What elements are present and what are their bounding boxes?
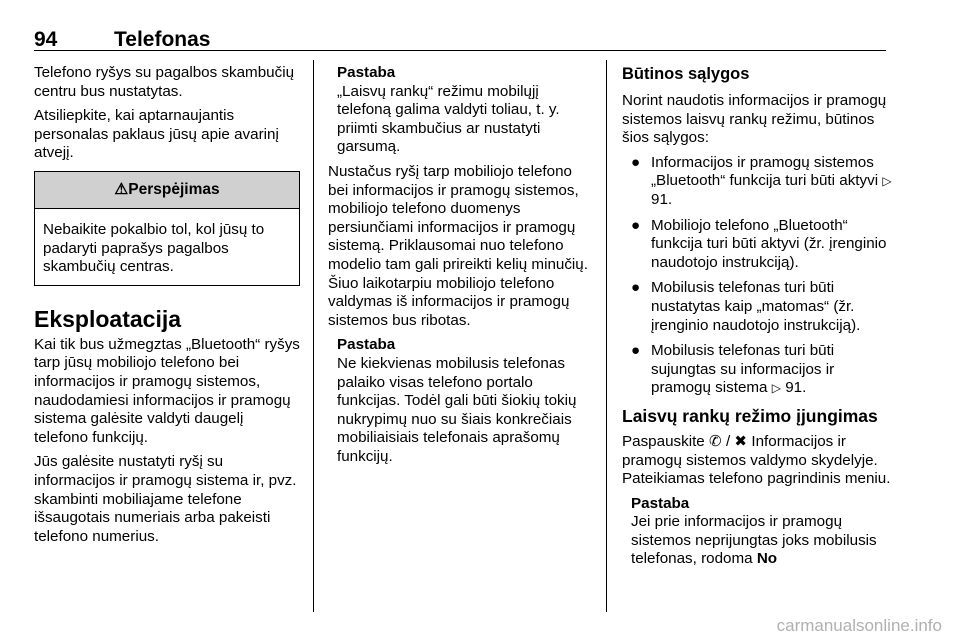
paragraph: Nustačus ryšį tarp mobiliojo telefono bei informacijos ir pramogų sistemos, mobiliojo telefono duomenys persiunčiami informacijos ir pramogų sistemą. Priklausomai nuo telefono modelio tam gali prireikti kelių minučių. Šiuo laikotarpiu mobiliojo telefono valdymas iš informacijos ir pramogų sistemos bus ribotas. [328,162,588,329]
note-text: Ne kiekvienas mobilusis telefonas palaiko visas telefono portalo funkcijas. Todėl gali būti šiokių tokių nukrypimų nuo su šiais konkrečiais mobiliaisiais telefonais aprašomų funkcijų. [337,354,577,465]
column-divider [313,60,314,612]
separator: / [725,432,731,450]
list-item [622,154,892,210]
list-item-text: Mobiliojo telefono „Bluetooth“ funkcija turi būti aktyvi (žr. įrenginio naudotojo instrukciją). [651,216,887,271]
paragraph: Jūs galėsite nustatyti ryšį su informacijos ir pramogų sistema ir, pvz. skambinti mobiliajame telefone išsaugotais numeriais arba pakeisti telefono numerius. [34,453,297,545]
warning-text: Nebaikite pokalbio tol, kol jūsų to padaryti paprašys pagalbos skambučių centras. [43,220,265,276]
list-item-text: Informacijos ir pramogų sistemos „Bluetooth“ funkcija turi būti aktyvi [651,153,879,190]
note-box [328,336,592,466]
note-text: „Laisvų rankų“ režimu mobilųjį telefoną galima valdyti toliau, t. y. priimti skambučius ar nustatyti garsumą. [337,82,560,156]
paragraph: Atsiliepkite, kai aptarnaujantis personalas paklaus jūsų apie avarinį atvejį. [34,107,279,162]
note-heading: Pastaba [337,64,396,81]
page-ref-arrow-icon: ▷ [771,381,781,396]
page-ref: 91. [785,379,807,397]
column-2 [328,64,592,472]
bullet-icon: ● [631,342,641,360]
requirements-list [622,154,892,398]
bullet-icon: ● [631,153,641,171]
watermark: carmanualsonline.info [776,616,942,635]
bullet-icon: ● [631,216,641,234]
warning-box [34,171,300,286]
column-1 [34,64,300,552]
page-ref-arrow-icon: ▷ [882,174,892,189]
note-heading: Pastaba [631,494,690,512]
press-text: Paspauskite [622,432,705,450]
note-box [622,495,892,569]
list-item [622,342,892,398]
note-box [328,64,592,157]
page-number: 94 [34,28,58,51]
section-title: Eksploatacija [34,305,182,332]
page-title: Telefonas [114,28,211,51]
warning-triangle-icon: ⚠ [114,180,129,198]
column-3 [622,64,892,575]
page-header [34,28,886,51]
note-bold-text: No [756,550,778,568]
mute-phone-icon: ✖ [734,432,748,450]
paragraph-text: Informacijos ir pramogų sistemos valdymo skydelyje. Pateikiamas telefono pagrindinis meniu. [622,432,891,488]
paragraph: Kai tik bus užmegztas „Bluetooth“ ryšys tarp jūsų mobiliojo telefono bei informacijos ir pramogų sistemos, naudodamiesi informacijos ir pramogų sistema galėsite valdyti daugelį telefono funkcijų. [34,335,300,446]
list-item-text: Mobilusis telefonas turi būti sujungtas su informacijos ir pramogų sistema [651,342,835,397]
paragraph: Telefono ryšys su pagalbos skambučių centru bus nustatytas. [34,64,295,100]
page-ref: 91. [651,190,673,208]
list-item-text: Mobilusis telefonas turi būti nustatytas kaip „matomas“ (žr. įrenginio naudotojo instrukciją). [651,279,861,334]
list-item [622,279,892,335]
paragraph [622,433,892,489]
paragraph: Norint naudotis informacijos ir pramogų sistemos laisvų rankų režimu, būtinos šios sąlygos: [622,92,887,147]
note-text [631,513,892,569]
bullet-icon: ● [631,279,641,297]
warning-header [35,172,299,209]
note-text-body: Jei prie informacijos ir pramogų sistemos neprijungtas joks mobilusis telefonas, rodoma [631,513,877,568]
subsection-title: Laisvų rankų režimo įjungimas [622,405,878,426]
column-divider [606,60,607,612]
warning-title: Perspėjimas [128,180,220,198]
list-item [622,217,892,273]
phone-icon: ✆ [708,432,722,450]
note-heading: Pastaba [337,336,396,354]
subsection-title: Būtinos sąlygos [622,65,750,83]
